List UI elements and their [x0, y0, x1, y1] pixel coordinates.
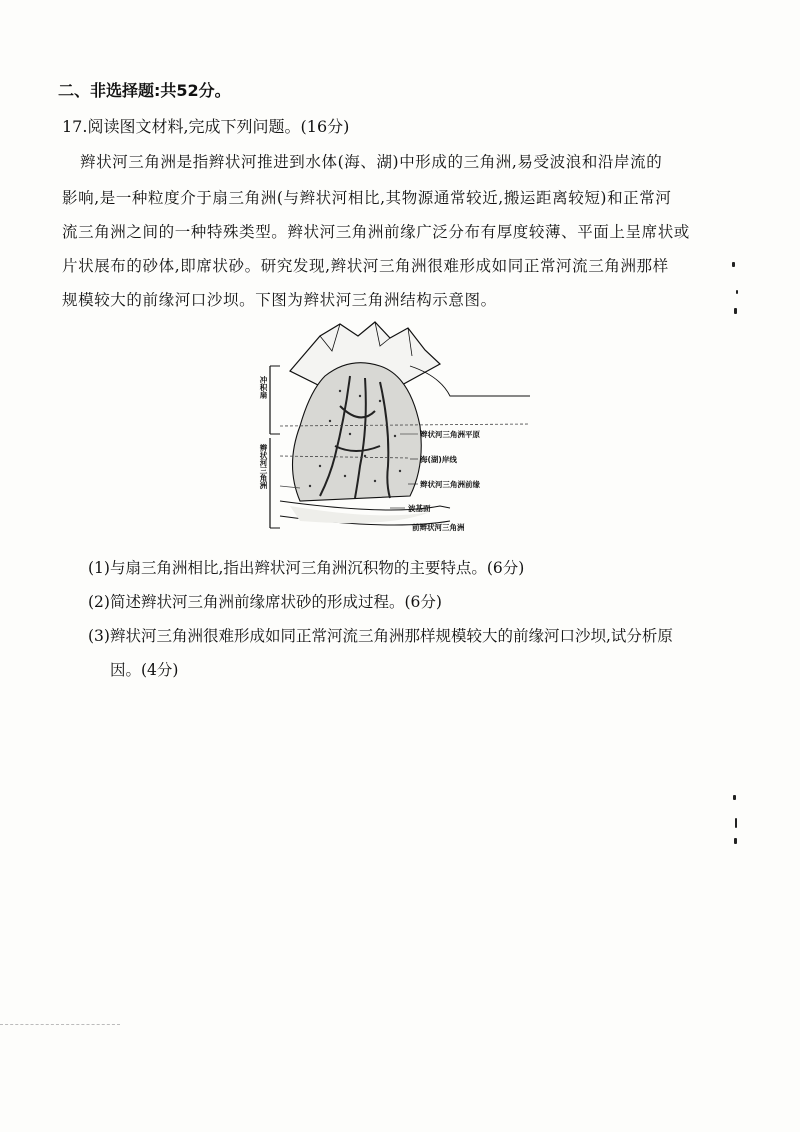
braided-delta-diagram	[240, 316, 530, 540]
paragraph-line-1: 辫状河三角洲是指辫状河推进到水体(海、湖)中形成的三角洲,易受波浪和沿岸流的	[80, 153, 663, 171]
margin-mark	[733, 795, 736, 800]
margin-mark	[732, 262, 735, 267]
label-delta-front: 辫状河三角洲前缘	[420, 480, 480, 489]
label-delta-plain: 辫状河三角洲平原	[420, 430, 480, 439]
label-braided-delta: 辫状河三角洲	[259, 444, 268, 489]
paragraph-line-3: 流三角洲之间的一种特殊类型。辫状河三角洲前缘广泛分布有厚度较薄、平面上呈席状或	[62, 223, 690, 241]
margin-mark	[735, 818, 737, 828]
sub-question-2: (2)简述辫状河三角洲前缘席状砂的形成过程。(6分)	[88, 593, 442, 611]
margin-mark	[734, 308, 737, 314]
paragraph-line-5: 规模较大的前缘河口沙坝。下图为辫状河三角洲结构示意图。	[62, 291, 497, 309]
label-shoreline: 海(湖)岸线	[420, 455, 457, 464]
question-title: 17.阅读图文材料,完成下列问题。(16分)	[62, 117, 350, 136]
sub-question-3-cont: 因。(4分)	[110, 661, 179, 679]
paragraph-line-4: 片状展布的砂体,即席状砂。研究发现,辫状河三角洲很难形成如同正常河流三角洲那样	[62, 257, 669, 275]
paragraph-line-2: 影响,是一种粒度介于扇三角洲(与辫状河相比,其物源通常较近,搬运距离较短)和正常河	[62, 189, 672, 207]
label-wave-base: 波基面	[408, 504, 431, 513]
label-prodelta: 前辫状河三角洲	[412, 523, 465, 532]
sub-question-1: (1)与扇三角洲相比,指出辫状河三角洲沉积物的主要特点。(6分)	[88, 559, 525, 577]
section-title: 二、非选择题:共52分。	[58, 81, 231, 100]
diagram-drawing	[240, 316, 530, 540]
label-alluvial-fan: 冲积扇	[259, 376, 268, 399]
page-edge-dashes	[0, 1024, 120, 1025]
answer-area[interactable]	[60, 700, 720, 1100]
margin-mark	[734, 838, 737, 844]
margin-mark	[736, 290, 738, 294]
sub-question-3: (3)辫状河三角洲很难形成如同正常河流三角洲那样规模较大的前缘河口沙坝,试分析原	[88, 627, 673, 645]
